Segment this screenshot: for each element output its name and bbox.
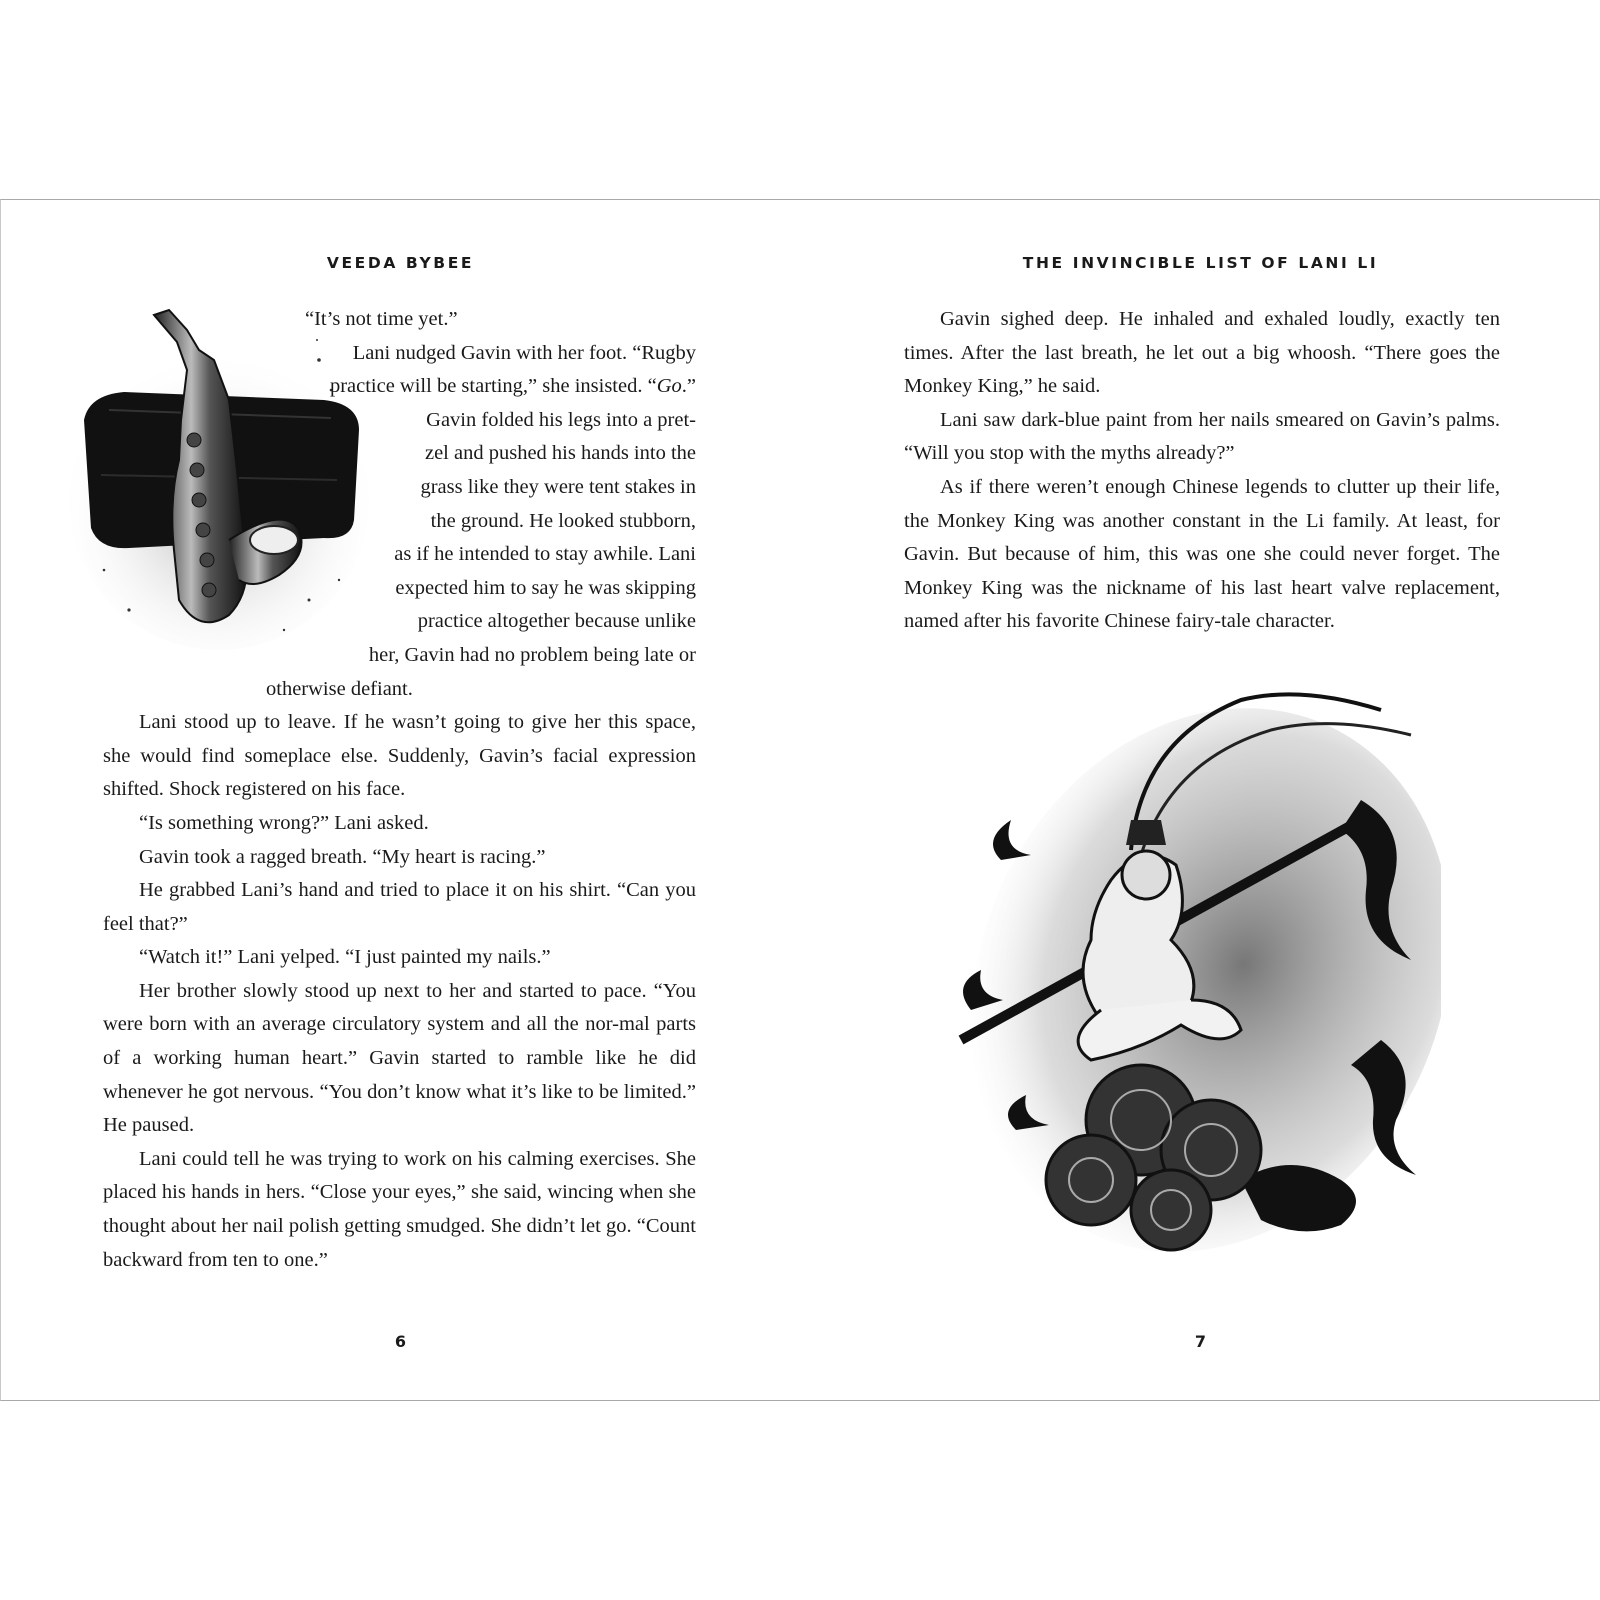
- paragraph: Her brother slowly stood up next to her and started to pace. “You were born with an average circulatory system and all the nor-mal parts of a working human heart.” Gavin started to ramble like he did whenever he got nervous. “You don’t know what it’s like to be limited.” He paused.: [103, 979, 696, 1137]
- paragraph: He grabbed Lani’s hand and tried to place it on his shirt. “Can you feel that?”: [103, 879, 696, 935]
- paragraph: Lani stood up to leave. If he wasn’t going to give her this space, she would find someplace else. Suddenly, Gavin’s facial expression shifted. Shock registered on his face.: [103, 711, 696, 801]
- right-page: [801, 200, 1600, 1400]
- left-body-text: [103, 303, 696, 1277]
- running-head-right: THE INVINCIBLE LIST OF LANI LI: [1022, 254, 1379, 272]
- wrapped-line: as if he intended to stay awhile. Lani: [394, 543, 696, 566]
- monkey-king-illustration: [941, 680, 1441, 1280]
- running-head-left: VEEDA BYBEE: [326, 254, 475, 272]
- page-number-right: 7: [1194, 1332, 1207, 1351]
- wrapped-line: the ground. He looked stubborn,: [430, 509, 696, 532]
- paragraph: “Watch it!” Lani yelped. “I just painted my nails.”: [139, 946, 551, 969]
- wrapped-line: [103, 370, 696, 404]
- wrapped-line: otherwise defiant.: [266, 677, 413, 700]
- paragraph: Lani could tell he was trying to work on his calming exercises. She placed his hands in hers. “Close your eyes,” she said, wincing when she thought about her nail polish getting smudged. She didn’t let go. “Count backward from ten to one.”: [103, 1147, 696, 1271]
- page-number-left: 6: [394, 1332, 407, 1351]
- go-word: Go: [656, 375, 682, 398]
- wrapped-line: Lani nudged Gavin with her foot. “Rugby: [352, 341, 696, 364]
- paragraph: Gavin sighed deep. He inhaled and exhaled loudly, exactly ten times. After the last breath, he let out a big whoosh. “There goes the Monkey King,” he said.: [904, 308, 1500, 398]
- wrapped-line: Gavin folded his legs into a pret-: [426, 408, 696, 431]
- paragraph: As if there weren’t enough Chinese legends to clutter up their life, the Monkey King was another constant in the Li family. At least, for Gavin. But because of him, this was one she could never forget. The Monkey King was the nickname of his last heart valve replacement, named after his favorite Chinese fairy-tale character.: [904, 475, 1500, 633]
- wrapped-line: zel and pushed his hands into the: [424, 442, 696, 465]
- right-body-text: [904, 303, 1500, 639]
- wrapped-line: expected him to say he was skipping: [395, 576, 696, 599]
- paragraph: Lani saw dark-blue paint from her nails smeared on Gavin’s palms. “Will you stop with the myths already?”: [904, 408, 1500, 465]
- paragraph: Gavin took a ragged breath. “My heart is racing.”: [139, 845, 546, 868]
- wrapped-line: practice altogether because unlike: [417, 610, 696, 633]
- go-end: .”: [681, 375, 696, 398]
- wrapped-line-text: practice will be starting,” she insisted. “: [329, 375, 657, 398]
- paragraph: “Is something wrong?” Lani asked.: [139, 811, 429, 834]
- wrapped-text-block: [103, 303, 696, 706]
- book-spread: [0, 199, 1600, 1401]
- wrapped-line: her, Gavin had no problem being late or: [368, 643, 696, 666]
- wrapped-line: grass like they were tent stakes in: [420, 475, 696, 498]
- wrapped-line: “It’s not time yet.”: [305, 308, 458, 330]
- left-page: [1, 200, 800, 1400]
